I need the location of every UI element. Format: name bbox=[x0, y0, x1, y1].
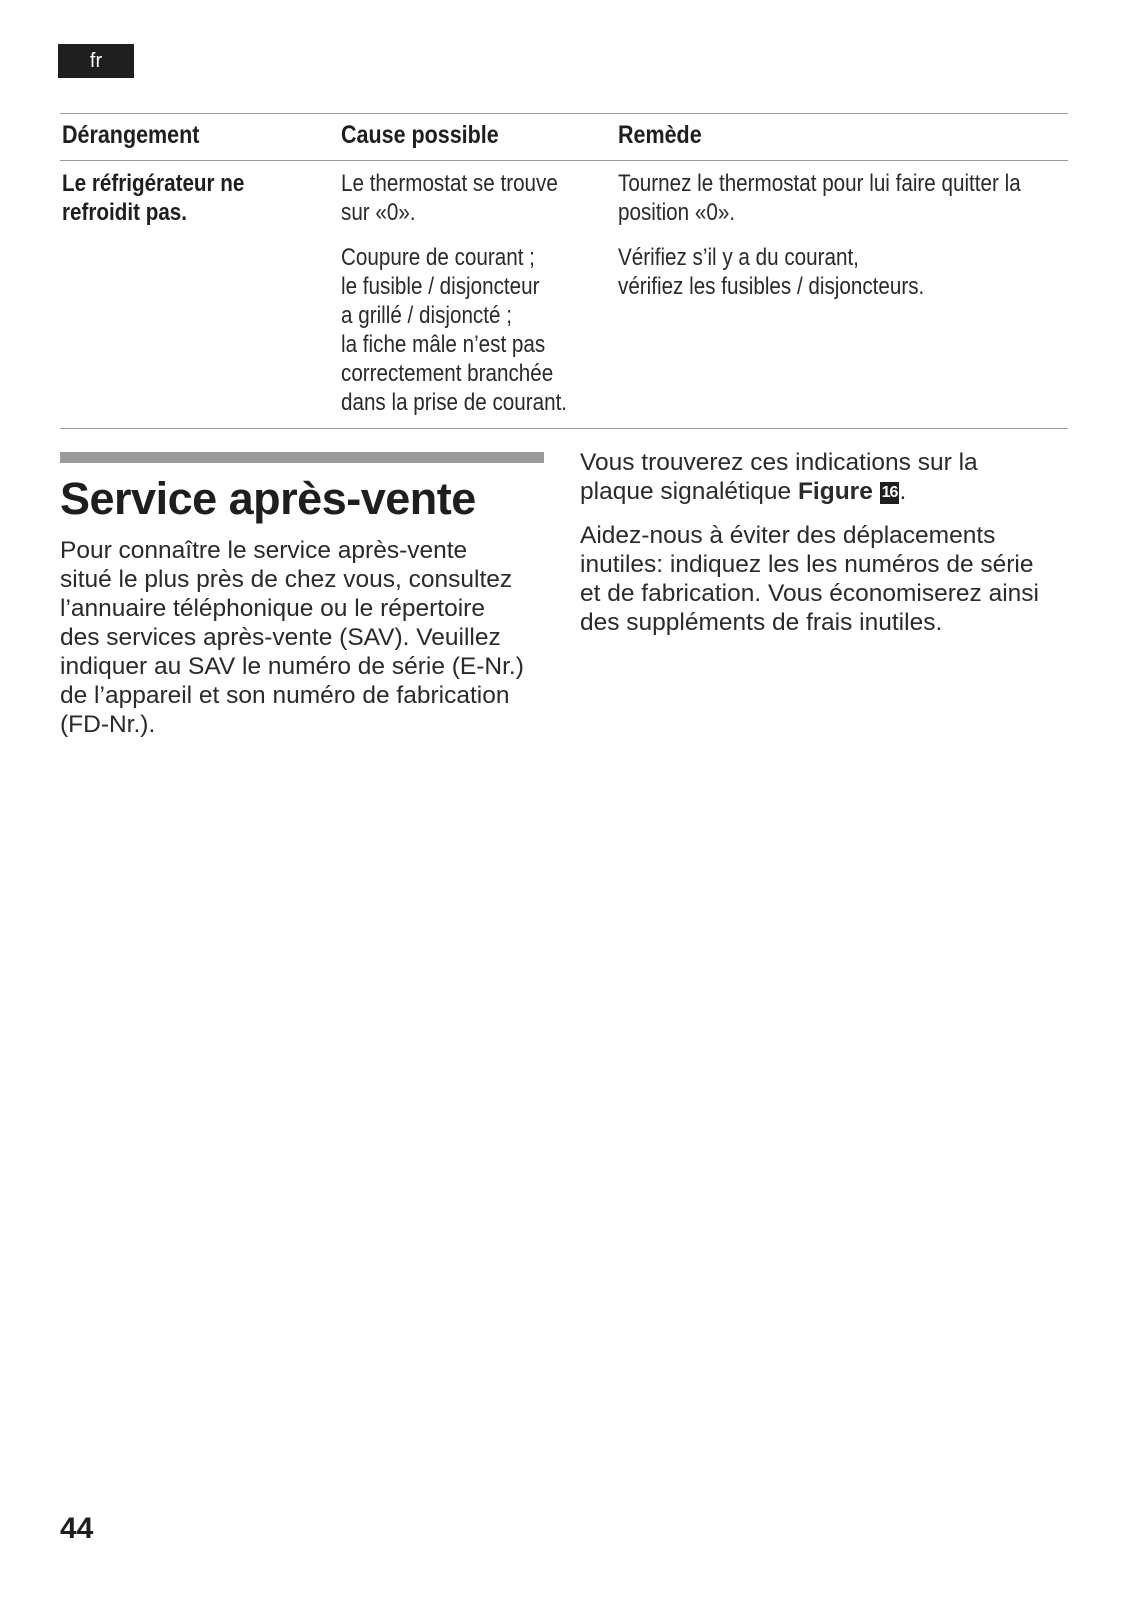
paragraph-line: des suppléments de frais inutiles. bbox=[580, 609, 943, 636]
paragraph-line: et de fabrication. Vous économiserez ainsi bbox=[580, 580, 1039, 607]
figure-number-badge: 16 bbox=[880, 482, 900, 504]
paragraph-line: (FD-Nr.). bbox=[60, 711, 156, 738]
cause-line: Le thermostat se trouve bbox=[341, 170, 558, 197]
cause-cell bbox=[341, 243, 567, 417]
paragraph-line: indiquer au SAV le numéro de série (E-Nr.) bbox=[60, 653, 524, 680]
section-title: Service après-vente bbox=[60, 473, 476, 524]
paragraph-line: l’annuaire téléphonique ou le répertoire bbox=[60, 595, 485, 622]
remedy-line: position «0». bbox=[618, 199, 736, 226]
remedy-cell bbox=[618, 243, 924, 301]
remedy-line: vérifiez les fusibles / disjoncteurs. bbox=[618, 273, 925, 300]
remedy-line: Vérifiez s’il y a du courant, bbox=[618, 244, 859, 271]
header-cause: Cause possible bbox=[341, 121, 499, 149]
paragraph-line: Pour connaître le service après-vente bbox=[60, 537, 468, 564]
figure-suffix: . bbox=[899, 478, 907, 505]
remedy-cell bbox=[618, 169, 1021, 227]
section-bar bbox=[60, 452, 544, 463]
header-remedy: Remède bbox=[618, 121, 702, 149]
paragraph-line: inutiles: indiquez les les numéros de série bbox=[580, 551, 1034, 578]
table-top-rule bbox=[60, 113, 1068, 114]
table-header-rule bbox=[60, 160, 1068, 161]
paragraph-line: Vous trouverez ces indications sur la bbox=[580, 449, 978, 476]
paragraph-line: des services après-vente (SAV). Veuillez bbox=[60, 624, 501, 651]
paragraph-line bbox=[580, 477, 978, 506]
paragraph-line: Aidez-nous à éviter des déplacements bbox=[580, 522, 996, 549]
problem-line: refroidit pas. bbox=[62, 199, 188, 226]
cause-line: sur «0». bbox=[341, 199, 416, 226]
cause-line: le fusible / disjoncteur bbox=[341, 273, 540, 300]
cause-line: Coupure de courant ; bbox=[341, 244, 535, 271]
paragraph-line: situé le plus près de chez vous, consultez bbox=[60, 566, 513, 593]
cause-cell bbox=[341, 169, 558, 227]
cause-line: dans la prise de courant. bbox=[341, 389, 568, 416]
cause-line: a grillé / disjoncté ; bbox=[341, 302, 512, 329]
paragraph-text: plaque signalétique bbox=[580, 478, 792, 505]
header-problem: Dérangement bbox=[62, 121, 200, 149]
service-right-paragraph-2 bbox=[580, 521, 1039, 637]
problem-line: Le réfrigérateur ne bbox=[62, 170, 245, 197]
service-left-paragraph bbox=[60, 536, 524, 739]
figure-label: Figure bbox=[797, 478, 873, 505]
problem-cell bbox=[62, 169, 244, 227]
cause-line: correctement branchée bbox=[341, 360, 554, 387]
cause-line: la fiche mâle n’est pas bbox=[341, 331, 546, 358]
service-right-paragraph-1 bbox=[580, 448, 978, 506]
page-number: 44 bbox=[60, 1512, 94, 1545]
remedy-line: Tournez le thermostat pour lui faire quitter la bbox=[618, 170, 1021, 197]
table-bottom-rule bbox=[60, 428, 1068, 429]
language-tab: fr bbox=[58, 44, 134, 78]
paragraph-line: de l’appareil et son numéro de fabrication bbox=[60, 682, 510, 709]
